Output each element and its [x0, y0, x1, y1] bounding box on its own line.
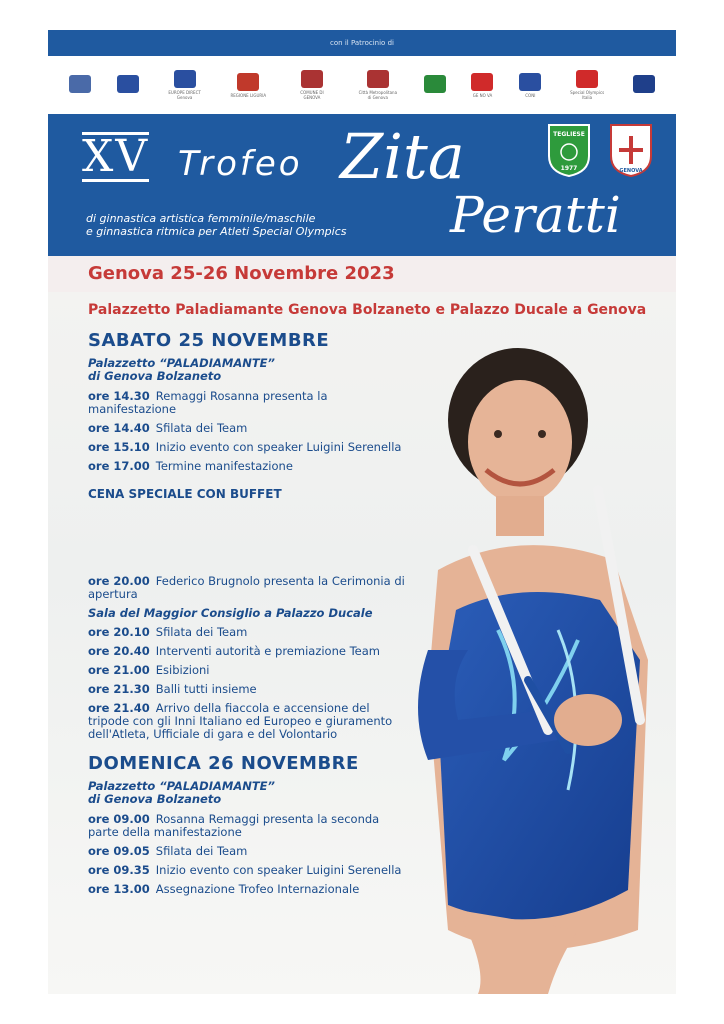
schedule-text: Remaggi Rosanna presenta la manifestazione [88, 389, 328, 416]
comune-logo-icon [424, 75, 446, 93]
schedule-time: ore 09.35 [88, 863, 150, 877]
schedule-item [88, 883, 408, 896]
schedule-text: Interventi autorità e premiazione Team [155, 644, 381, 658]
parliament-logo [69, 75, 91, 95]
saturday-afternoon-list [88, 390, 408, 473]
event-venues: Palazzetto Paladiamante Genova Bolzaneto e Palazzo Ducale a Genova [88, 302, 647, 318]
regione-liguria-logo [230, 73, 266, 98]
sunday-venue-line-1: Palazzetto “PALADIAMANTE” [88, 779, 275, 793]
schedule-item [88, 390, 408, 416]
schedule-item [88, 645, 408, 658]
europe-direct-logo-icon [174, 70, 196, 88]
schedule-time: ore 13.00 [88, 882, 150, 896]
eu-flag-logo [117, 75, 139, 95]
europe-direct-logo [165, 70, 205, 100]
schedule-text: Arrivo della fiaccola e accensione del tripode con gli Inni Italiano ed Europeo e giuramento dell'Atleta, Ufficiale di gara e del Volontario [88, 701, 393, 741]
schedule-item [88, 422, 408, 435]
schedule [88, 330, 408, 902]
logo-caption: COMUNE DI GENOVA [300, 90, 324, 100]
schedule-time: ore 09.05 [88, 844, 150, 858]
comune-logo [424, 75, 446, 95]
schedule-item [88, 845, 408, 858]
title-subtitle [86, 212, 347, 238]
schedule-item [88, 460, 408, 473]
saturday-venue-line-1: Palazzetto “PALADIAMANTE” [88, 356, 275, 370]
logo-caption: CONI [525, 92, 536, 98]
logo-caption: EUROPE DIRECT Genova [168, 90, 201, 100]
svg-text:TEGLIESE: TEGLIESE [553, 131, 585, 138]
svg-text:GENOVA: GENOVA [619, 168, 643, 174]
patronage-label: con il Patrocinio di [330, 39, 394, 47]
parliament-logo-icon [69, 75, 91, 93]
schedule-text: Termine manifestazione [155, 459, 293, 473]
sunday-heading: DOMENICA 26 NOVEMBRE [88, 753, 359, 774]
venues-bar [48, 298, 676, 324]
citta-metropolitana-logo-icon [367, 70, 389, 88]
special-olympics-logo [567, 70, 607, 100]
event-dates: Genova 25-26 Novembre 2023 [88, 263, 395, 284]
schedule-text: Sfilata dei Team [155, 844, 248, 858]
sunday-list [88, 813, 408, 896]
schedule-item [88, 575, 408, 601]
schedule-time: ore 20.40 [88, 644, 150, 658]
saturday-heading: SABATO 25 NOVEMBRE [88, 330, 330, 351]
schedule-text: Sfilata dei Team [155, 625, 248, 639]
event-poster [48, 30, 676, 994]
subtitle-line-2: e ginnastica ritmica per Atleti Special Olympics [86, 225, 347, 238]
club-tegliese-logo-icon [546, 122, 592, 178]
schedule-item [88, 441, 408, 454]
date-bar [48, 256, 676, 292]
schedule-time: ore 21.40 [88, 701, 150, 715]
title-banner [48, 114, 676, 256]
comune-genova-logo-icon [301, 70, 323, 88]
schedule-item [88, 683, 408, 696]
schedule-text: Sfilata dei Team [155, 421, 248, 435]
logo-caption: Special Olympics Italia [570, 90, 605, 100]
patronage-bar [48, 30, 676, 56]
schedule-item [88, 702, 408, 741]
schedule-item [88, 664, 408, 677]
sunday-venue [88, 780, 408, 806]
schedule-time: ore 14.30 [88, 389, 150, 403]
schedule-text: Inizio evento con speaker Luigini Serenella [155, 440, 402, 454]
subtitle-line-1: di ginnastica artistica femminile/maschile [86, 212, 316, 225]
schedule-time: ore 14.40 [88, 421, 150, 435]
logo-caption: REGIONE LIGURIA [230, 92, 267, 98]
coni-logo [519, 73, 541, 98]
logo-caption: GE NO VA [472, 92, 493, 98]
federation-logo-icon [633, 75, 655, 93]
sponsor-logos-strip [48, 56, 676, 114]
schedule-time: ore 20.10 [88, 625, 150, 639]
federation-logo [633, 75, 655, 95]
schedule-time: ore 15.10 [88, 440, 150, 454]
schedule-item [88, 626, 408, 639]
evening-venue: Sala del Maggior Consiglio a Palazzo Ducale [88, 606, 373, 620]
schedule-text: Federico Brugnolo presenta la Cerimonia di apertura [88, 574, 405, 601]
eu-flag-logo-icon [117, 75, 139, 93]
schedule-text: Balli tutti insieme [155, 682, 257, 696]
comune-genova-logo [292, 70, 332, 100]
title-trofeo: Trofeo [178, 144, 303, 184]
saturday-venue [88, 357, 408, 383]
saturday-venue-line-2: di Genova Bolzaneto [88, 369, 222, 383]
saturday-evening-list [88, 626, 408, 741]
schedule-time: ore 21.30 [88, 682, 150, 696]
title-zita: Zita [340, 120, 465, 193]
schedule-text: Esibizioni [155, 663, 210, 677]
schedule-item [88, 864, 408, 877]
sunday-venue-line-2: di Genova Bolzaneto [88, 792, 222, 806]
regione-liguria-logo-icon [237, 73, 259, 91]
svg-text:1977: 1977 [560, 165, 578, 172]
schedule-text: Rosanna Remaggi presenta la seconda parte della manifestazione [88, 812, 380, 839]
schedule-text: Assegnazione Trofeo Internazionale [155, 882, 360, 896]
title-peratti: Peratti [450, 186, 621, 244]
schedule-time: ore 09.00 [88, 812, 150, 826]
citta-metropolitana-logo [358, 70, 398, 100]
club-cornigliano-logo-icon [608, 122, 654, 178]
schedule-text: Inizio evento con speaker Luigini Serenella [155, 863, 402, 877]
special-dinner: CENA SPECIALE CON BUFFET [88, 487, 282, 501]
schedule-time: ore 21.00 [88, 663, 150, 677]
schedule-item [88, 813, 408, 839]
gymnast-photo [378, 330, 676, 994]
genova-logo-icon [471, 73, 493, 91]
schedule-time: ore 20.00 [88, 574, 150, 588]
special-olympics-logo-icon [576, 70, 598, 88]
coni-logo-icon [519, 73, 541, 91]
logo-caption: Città Metropolitana di Genova [358, 90, 398, 100]
schedule-time: ore 17.00 [88, 459, 150, 473]
title-roman-numeral: XV [82, 131, 150, 182]
genova-logo [471, 73, 493, 98]
